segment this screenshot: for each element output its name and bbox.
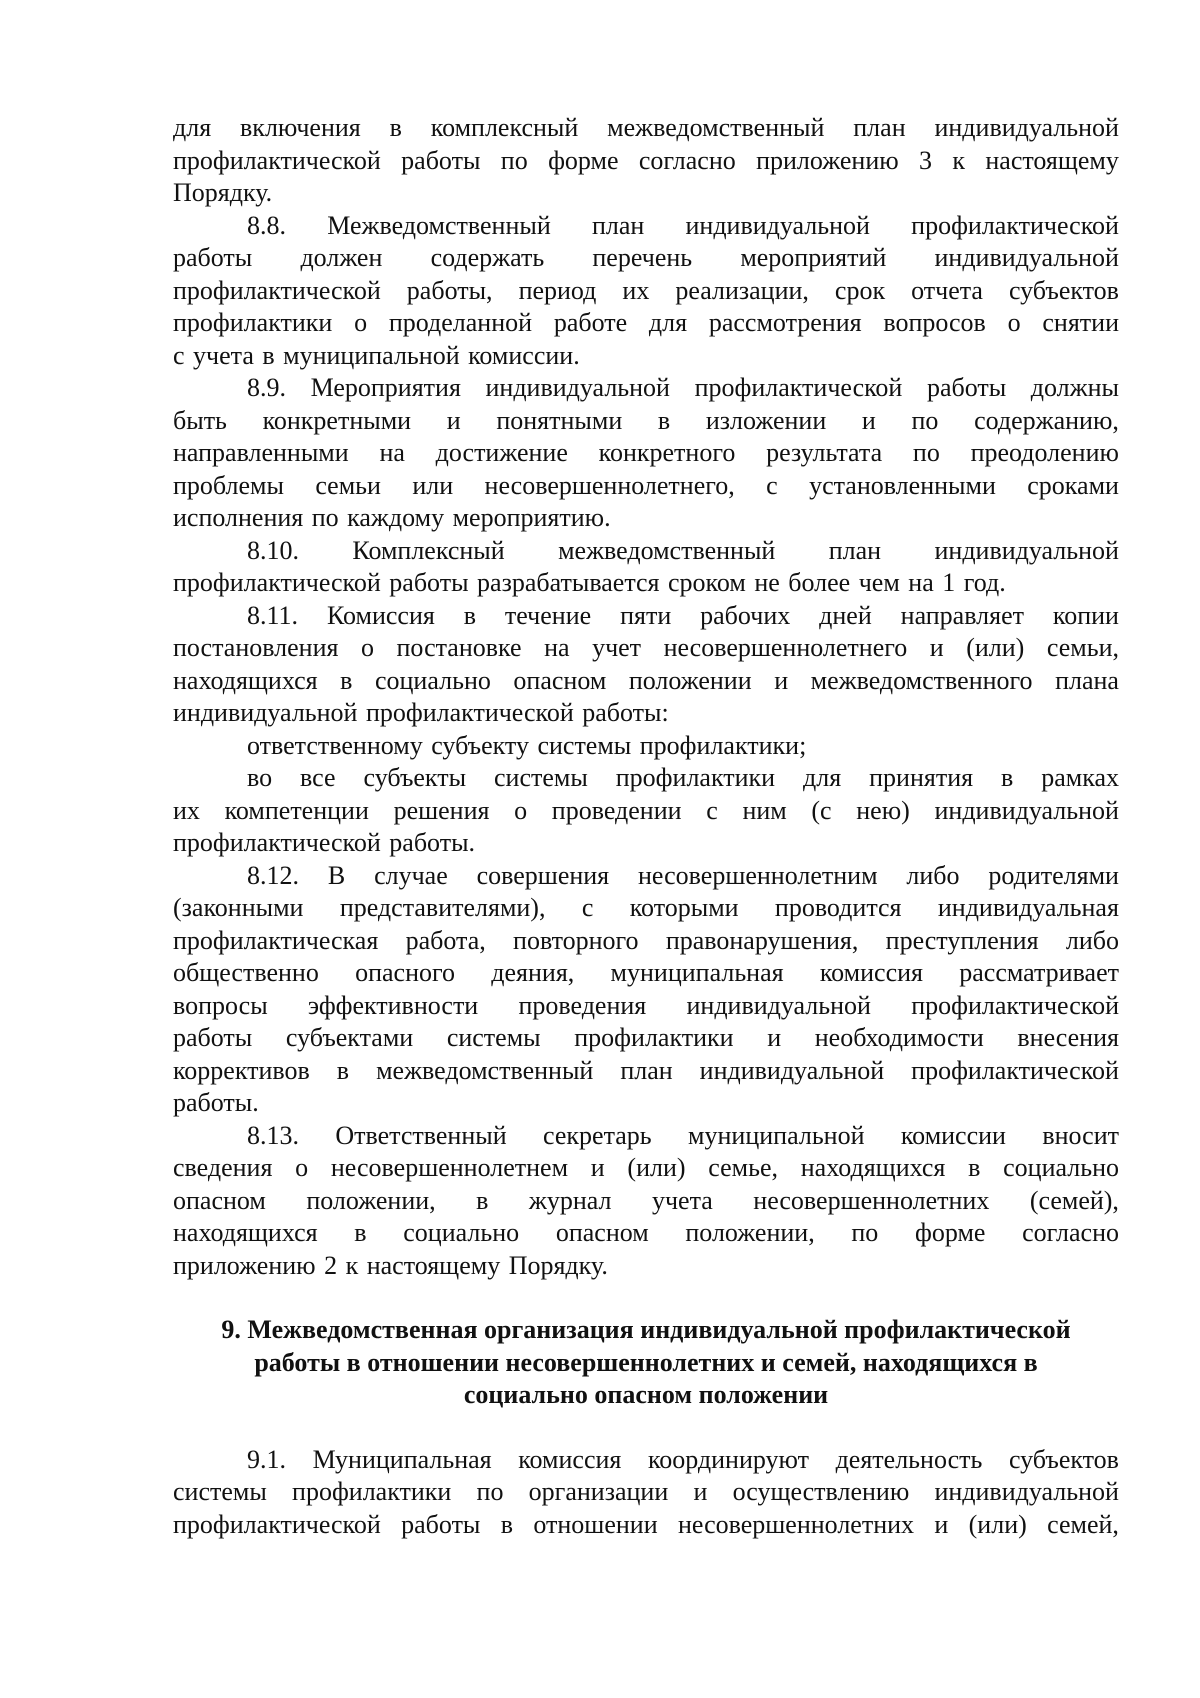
line-text: приложению 2 к настоящему Порядку. — [173, 1250, 608, 1280]
word: рабочих — [700, 600, 791, 630]
word: план — [591, 210, 645, 240]
text-line — [173, 632, 1119, 665]
word: профилактическая — [173, 925, 379, 955]
paragraph — [173, 1120, 1119, 1283]
word: или — [412, 470, 454, 500]
word: по — [912, 438, 940, 467]
text-line — [173, 1120, 1119, 1153]
word: для — [803, 763, 842, 792]
word: профилактики — [574, 1023, 734, 1052]
word: социально — [403, 1218, 520, 1247]
word: субъектами — [285, 1023, 414, 1052]
word: постановке — [396, 633, 522, 662]
word: опасном — [513, 665, 607, 695]
word: согласно — [638, 145, 736, 175]
heading-line: работы в отношении несовершеннолетних и семей, находящихся в — [254, 1347, 1038, 1377]
text-line — [173, 697, 1119, 730]
heading-line: 9. Межведомственная организация индивидуальной профилактической — [221, 1315, 1071, 1344]
final-paragraph — [173, 1444, 1119, 1542]
text-line — [173, 827, 1119, 860]
word: о — [514, 795, 528, 825]
paragraph — [173, 112, 1119, 210]
word: настоящему — [985, 145, 1119, 175]
word: работы — [173, 1023, 253, 1052]
word: 3 — [919, 145, 933, 175]
word: субъектов — [1008, 275, 1119, 305]
word: форме — [915, 1218, 986, 1247]
word: (законными — [173, 893, 304, 922]
word: учет — [592, 633, 642, 662]
word: индивидуальной — [934, 535, 1119, 565]
word: рассмотрения — [708, 308, 862, 337]
word: совершения — [476, 860, 610, 890]
word: (или) — [968, 1509, 1027, 1539]
word: работы — [401, 1509, 481, 1539]
word: сроками — [1027, 470, 1119, 500]
word: находящихся — [800, 1153, 946, 1182]
text-line — [173, 405, 1119, 438]
word: сведения — [173, 1153, 273, 1182]
word: с — [706, 795, 718, 825]
word: быть — [173, 405, 227, 435]
paragraph — [173, 535, 1119, 600]
line-text: профилактической работы. — [173, 828, 476, 857]
word: либо — [906, 860, 960, 890]
word: эффективности — [307, 990, 479, 1020]
word: работы — [173, 243, 253, 272]
word: деяния, — [491, 958, 575, 987]
word: течение — [504, 600, 592, 630]
word: принятия — [869, 763, 974, 792]
word: семьи, — [1046, 633, 1119, 662]
word: по — [500, 145, 528, 175]
text-line — [173, 1185, 1119, 1218]
word: системы — [173, 1477, 267, 1506]
word: согласно — [1022, 1218, 1119, 1247]
word: содержать — [430, 243, 545, 272]
text-line — [173, 1444, 1119, 1477]
word: нею) — [856, 795, 910, 825]
word: профилактической — [911, 1055, 1119, 1085]
line-text: работы. — [173, 1088, 259, 1117]
word: индивидуальная — [937, 893, 1119, 922]
text-line — [173, 145, 1119, 178]
word: проведения — [518, 990, 647, 1020]
word: и — [861, 405, 876, 435]
word: учета — [651, 1185, 713, 1215]
line-text: индивидуальной профилактической работы: — [173, 698, 669, 727]
word: положении, — [685, 1218, 815, 1247]
word: повторного — [513, 925, 639, 955]
word: индивидуальной — [686, 990, 871, 1020]
word: преодолению — [970, 438, 1119, 467]
word: находящихся — [173, 665, 318, 695]
word: межведомственный — [607, 113, 825, 142]
text-line — [173, 1022, 1119, 1055]
text-line — [173, 437, 1119, 470]
word: профилактической — [173, 145, 381, 175]
word: их — [173, 795, 200, 825]
word: работа, — [405, 925, 486, 955]
text-line — [173, 957, 1119, 990]
line-text: с учета в муниципальной комиссии. — [173, 340, 580, 370]
word: координируют — [647, 1444, 809, 1474]
paragraph — [173, 600, 1119, 730]
word: Мероприятия — [310, 373, 461, 402]
word: опасном — [555, 1218, 649, 1247]
line-text: ответственному субъекту системы профилактики; — [247, 730, 807, 760]
word: проблемы — [173, 470, 284, 500]
word: перечень — [592, 243, 693, 272]
text-line — [173, 860, 1119, 893]
word: общественно — [173, 958, 319, 987]
text-line — [173, 1152, 1119, 1185]
word: плана — [1055, 665, 1119, 695]
word: межведомственный — [376, 1055, 594, 1085]
word: (семей), — [1029, 1185, 1119, 1215]
word: в — [500, 1509, 514, 1539]
word: индивидуальной — [699, 1055, 885, 1085]
word: и — [934, 1509, 949, 1539]
word: копии — [1052, 600, 1119, 630]
word: конкретными — [262, 405, 412, 435]
word: направленными — [173, 438, 349, 467]
word: несовершеннолетнего, — [484, 470, 735, 500]
text-line — [173, 502, 1119, 535]
text-line — [173, 340, 1119, 373]
word: по — [911, 405, 939, 435]
word: несовершеннолетних — [677, 1509, 915, 1539]
word: деятельность — [835, 1444, 983, 1474]
word: рассматривает — [959, 958, 1119, 987]
line-text: исполнения по каждому мероприятию. — [173, 503, 611, 532]
section-heading — [173, 1314, 1119, 1412]
word: и — [590, 1153, 605, 1182]
word: профилактической — [173, 1509, 381, 1539]
text-line — [173, 275, 1119, 308]
word: по — [476, 1477, 504, 1506]
word: в — [476, 1185, 489, 1215]
word: о — [354, 308, 368, 337]
word: межведомственный — [558, 535, 776, 565]
word: в — [657, 405, 671, 435]
word: системы — [494, 763, 588, 792]
word: ним — [742, 795, 787, 825]
word: вносит — [1042, 1120, 1119, 1150]
word: Межведомственный — [327, 210, 551, 240]
text-line — [173, 177, 1119, 210]
word: либо — [1065, 925, 1119, 955]
text-line — [173, 665, 1119, 698]
word: положении — [628, 665, 752, 695]
word: профилактической — [911, 210, 1119, 240]
word: несовершеннолетнего — [663, 633, 908, 662]
word: 8.12. — [247, 860, 299, 890]
word: отношении — [533, 1509, 658, 1539]
word: муниципальная — [610, 958, 784, 987]
word: положении, — [306, 1185, 436, 1215]
word: межведомственного — [810, 665, 1033, 695]
word: находящихся — [173, 1218, 318, 1247]
word: системы — [446, 1023, 541, 1052]
word: работы — [401, 145, 481, 175]
word: о — [361, 633, 374, 662]
word: 9.1. — [247, 1444, 286, 1474]
word: снятии — [1042, 308, 1119, 337]
word: комиссия — [819, 958, 923, 987]
word: с — [581, 893, 594, 922]
text-line — [173, 730, 1119, 763]
text-line — [173, 762, 1119, 795]
word: (или) — [627, 1153, 686, 1182]
word: пяти — [620, 600, 672, 630]
word: во — [247, 763, 273, 792]
word: проделанной — [388, 308, 533, 337]
word: и — [774, 665, 789, 695]
word: муниципальной — [688, 1120, 865, 1150]
word: в — [968, 1153, 981, 1182]
word: установленными — [809, 470, 996, 500]
word: семьи — [315, 470, 381, 500]
word: Ответственный — [335, 1120, 507, 1150]
word: 8.11. — [247, 600, 299, 630]
word: несовершеннолетнем — [330, 1153, 569, 1182]
text-line — [173, 242, 1119, 275]
text-line — [173, 1217, 1119, 1250]
word: к — [952, 145, 966, 175]
word: в — [354, 1218, 367, 1247]
word: изложении — [705, 405, 827, 435]
word: осуществлению — [732, 1477, 910, 1506]
line-text: Порядку. — [173, 178, 273, 207]
word: в — [389, 113, 402, 142]
word: все — [300, 763, 336, 792]
paragraph — [173, 730, 1119, 763]
word: опасном — [173, 1185, 266, 1215]
word: для — [173, 113, 212, 142]
word: работы, — [406, 275, 493, 305]
word: работы — [926, 373, 1007, 402]
word: включения — [240, 113, 361, 142]
text-line — [173, 925, 1119, 958]
word: приложению — [756, 145, 899, 175]
word: по — [851, 1218, 879, 1247]
heading-line: социально опасном положении — [463, 1380, 829, 1409]
word: социально — [1003, 1153, 1119, 1182]
word: проводится — [774, 893, 902, 922]
word: результата — [766, 438, 883, 467]
word: план — [620, 1055, 673, 1085]
word: должен — [300, 243, 383, 272]
word: и — [446, 405, 461, 435]
text-line — [173, 600, 1119, 633]
word: должны — [1030, 373, 1119, 402]
word: в — [336, 1055, 350, 1085]
word: и — [929, 633, 944, 662]
text-line — [173, 112, 1119, 145]
word: В — [327, 860, 346, 890]
word: для — [648, 308, 688, 337]
word: семей, — [1047, 1509, 1119, 1539]
word: компетенции — [224, 795, 369, 825]
word: работе — [553, 308, 628, 337]
text-line — [173, 372, 1119, 405]
word: направляет — [900, 600, 1024, 630]
word: и — [767, 1023, 782, 1052]
word: форме — [548, 145, 619, 175]
text-line — [173, 307, 1119, 340]
word: понятными — [496, 405, 623, 435]
word: Муниципальная — [312, 1444, 492, 1474]
word: индивидуальной — [934, 243, 1119, 272]
word: Комплексный — [352, 535, 505, 565]
word: (или) — [966, 633, 1025, 662]
line-text: профилактической работы разрабатывается сроком не более чем на 1 год. — [173, 568, 1006, 597]
word: индивидуальной — [685, 210, 870, 240]
text-line — [173, 1250, 1119, 1283]
word: вопросы — [173, 990, 268, 1020]
word: в — [1001, 763, 1014, 792]
word: индивидуальной — [934, 1477, 1119, 1506]
word: комиссии — [900, 1120, 1006, 1150]
word: комиссия — [518, 1444, 622, 1474]
word: профилактической — [173, 275, 381, 305]
word: профилактики — [292, 1477, 452, 1506]
text-line — [173, 210, 1119, 243]
word: реализации, — [675, 275, 809, 305]
document-page — [173, 112, 1119, 1541]
word: преступления — [885, 925, 1039, 955]
paragraph — [173, 762, 1119, 860]
text-line — [173, 795, 1119, 828]
text-line — [173, 892, 1119, 925]
word: содержанию, — [974, 405, 1119, 435]
body-paragraphs — [173, 112, 1119, 1282]
word: и — [693, 1477, 708, 1506]
word: субъекты — [363, 763, 467, 792]
word: с — [766, 470, 778, 500]
word: достижение — [435, 438, 568, 467]
word: опасного — [355, 958, 456, 987]
paragraph — [173, 1444, 1119, 1542]
word: коррективов — [173, 1055, 310, 1085]
word: план — [828, 535, 882, 565]
paragraph — [173, 372, 1119, 535]
word: которыми — [629, 893, 739, 922]
word: дней — [819, 600, 872, 630]
word: профилактики — [615, 763, 776, 792]
word: профилактической — [694, 373, 903, 402]
word: 8.8. — [247, 210, 286, 240]
word: 8.9. — [247, 373, 286, 402]
word: журнал — [528, 1185, 612, 1215]
word: мероприятий — [740, 243, 887, 272]
word: внесения — [1017, 1023, 1119, 1052]
text-line — [173, 1055, 1119, 1088]
word: социально — [374, 665, 491, 695]
word: индивидуальной — [485, 373, 670, 402]
text-line — [173, 567, 1119, 600]
word: решения — [393, 795, 490, 825]
word: индивидуальной — [934, 113, 1119, 142]
word: конкретного — [598, 438, 736, 467]
word: рамках — [1041, 763, 1119, 792]
word: правонарушения, — [665, 925, 859, 955]
word: о — [295, 1153, 309, 1182]
word: родителями — [988, 860, 1119, 890]
word: вопросов — [883, 308, 986, 337]
text-line — [173, 470, 1119, 503]
text-line — [173, 1476, 1119, 1509]
word: в — [463, 600, 477, 630]
word: их — [622, 275, 650, 305]
word: семье, — [708, 1153, 779, 1182]
word: профилактической — [911, 990, 1119, 1020]
word: организации — [528, 1477, 669, 1506]
word: секретарь — [543, 1120, 652, 1150]
word: период — [518, 275, 597, 305]
paragraph — [173, 860, 1119, 1120]
word: срок — [834, 275, 886, 305]
word: 8.13. — [247, 1120, 299, 1150]
word: представителями), — [339, 893, 546, 922]
word: в — [340, 665, 353, 695]
word: 8.10. — [247, 535, 299, 565]
word: комплексный — [430, 113, 579, 142]
word: отчета — [911, 275, 983, 305]
word: план — [853, 113, 906, 142]
word: постановления — [173, 633, 339, 662]
word: субъектов — [1008, 1444, 1119, 1474]
word: необходимости — [814, 1023, 984, 1052]
text-line — [173, 1509, 1119, 1542]
word: на — [544, 633, 570, 662]
word: несовершеннолетним — [638, 860, 878, 890]
word: проведении — [551, 795, 682, 825]
text-line — [173, 990, 1119, 1023]
word: на — [379, 438, 405, 467]
text-line — [173, 1087, 1119, 1120]
word: о — [1007, 308, 1021, 337]
word: индивидуальной — [934, 795, 1119, 825]
word: (с — [811, 795, 832, 825]
text-line — [173, 535, 1119, 568]
word: случае — [374, 860, 448, 890]
word: Комиссия — [326, 600, 435, 630]
word: несовершеннолетних — [753, 1185, 990, 1215]
paragraph — [173, 210, 1119, 373]
word: профилактики — [173, 308, 333, 337]
